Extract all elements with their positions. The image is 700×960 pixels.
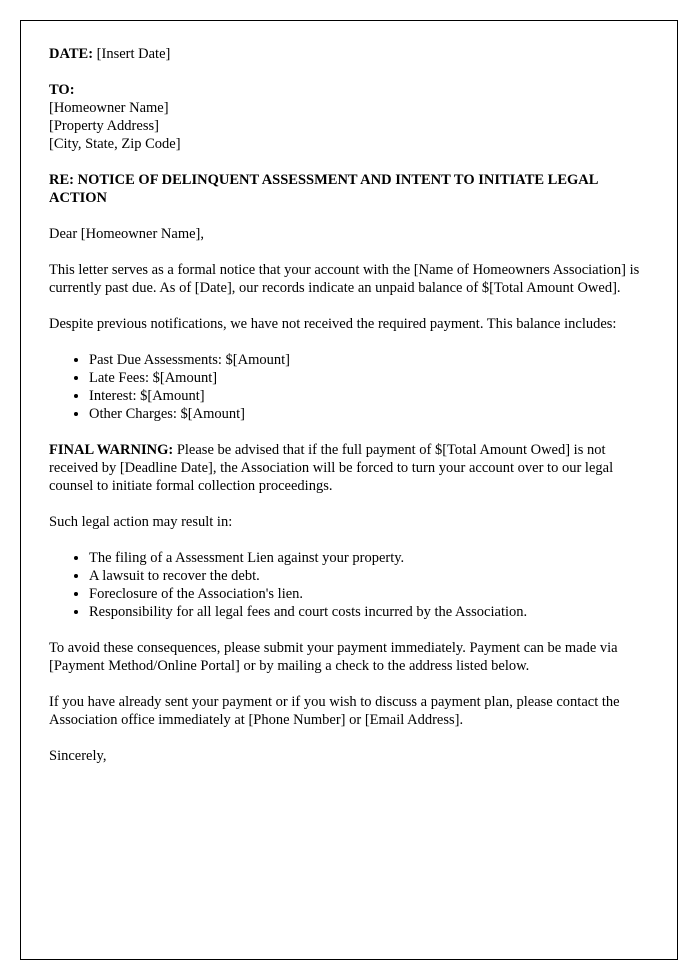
subject-line: RE: NOTICE OF DELINQUENT ASSESSMENT AND INTENT TO INITIATE LEGAL ACTION [49, 172, 598, 206]
recipient-name: [Homeowner Name] [49, 100, 169, 116]
recipient-block [49, 81, 649, 153]
final-warning-text: Please be advised that if the full payment of $[Total Amount Owed] is not received by [Deadline Date], the Association will be forced to turn your account over to our legal counsel to initiate formal collection proceedings. [49, 442, 614, 494]
closing: Sincerely, [49, 748, 107, 764]
recipient-address: [Property Address] [49, 118, 159, 134]
legal-action-item: • Responsibility for all legal fees and court costs incurred by the Association. [89, 603, 649, 621]
balance-item: • Other Charges: $[Amount] [89, 405, 649, 423]
legal-action-item: • The filing of a Assessment Lien against your property. [89, 549, 649, 567]
date-value: [Insert Date] [96, 46, 171, 62]
salutation: Dear [Homeowner Name], [49, 226, 204, 242]
date-label: DATE: [49, 46, 94, 62]
paragraph-contact: If you have already sent your payment or if you wish to discuss a payment plan, please contact the Association office immediately at [Phone Number] or [Email Address]. [49, 694, 620, 728]
to-label: TO: [49, 82, 75, 98]
final-warning-paragraph [49, 441, 649, 495]
letter-page [20, 20, 678, 960]
final-warning-label: FINAL WARNING: [49, 442, 174, 458]
recipient-city-state-zip: [City, State, Zip Code] [49, 136, 181, 152]
legal-action-item: • A lawsuit to recover the debt. [89, 567, 649, 585]
balance-item: • Interest: $[Amount] [89, 387, 649, 405]
balance-item: • Past Due Assessments: $[Amount] [89, 351, 649, 369]
paragraph-despite: Despite previous notifications, we have not received the required payment. This balance includes: [49, 316, 617, 332]
balance-list [49, 351, 649, 423]
date-line [49, 45, 649, 63]
balance-item: • Late Fees: $[Amount] [89, 369, 649, 387]
paragraph-legal-action-intro: Such legal action may result in: [49, 514, 233, 530]
legal-action-item: • Foreclosure of the Association's lien. [89, 585, 649, 603]
legal-action-list [49, 549, 649, 621]
paragraph-avoid-consequences: To avoid these consequences, please submit your payment immediately. Payment can be made via [Payment Method/Online Portal] or by mailing a check to the address listed below. [49, 640, 618, 674]
paragraph-notice: This letter serves as a formal notice that your account with the [Name of Homeowners Association] is currently past due. As of [Date], our records indicate an unpaid balance of $[Total Amount Owed]. [49, 262, 640, 296]
